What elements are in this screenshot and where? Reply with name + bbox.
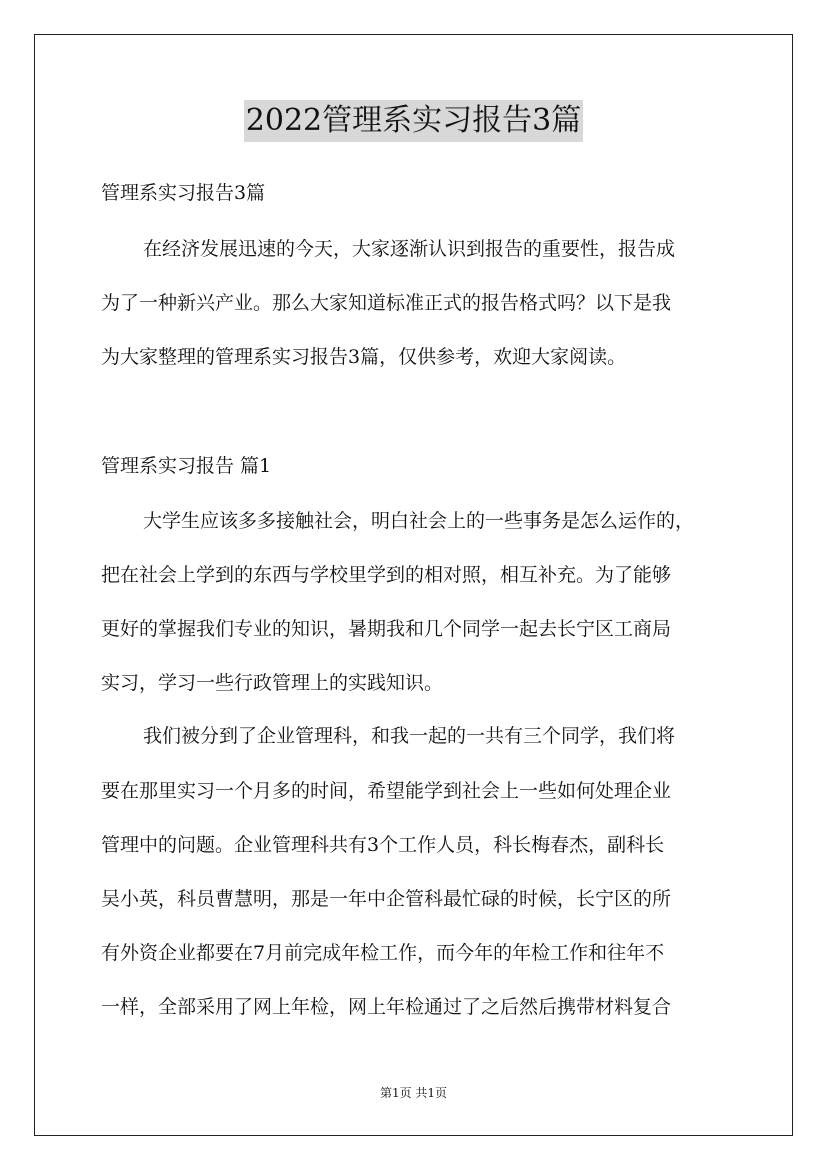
paragraph-line: 吴小英，科员曹慧明，那是一年中企管科最忙碌的时候，长宁区的所: [101, 888, 672, 910]
subtitle: 管理系实习报告3篇: [101, 182, 266, 204]
paragraph-line: 要在那里实习一个月多的时间，希望能学到社会上一些如何处理企业: [101, 780, 672, 802]
intro-line: 为大家整理的管理系实习报告3篇，仅供参考，欢迎大家阅读。: [101, 346, 627, 368]
paragraph-line: 有外资企业都要在7月前完成年检工作，而今年的年检工作和往年不: [101, 942, 665, 964]
section-heading: 管理系实习报告 篇1: [101, 455, 272, 477]
paragraph-line: 更好的掌握我们专业的知识，暑期我和几个同学一起去长宁区工商局: [101, 618, 672, 640]
intro-line: 为了一种新兴产业。那么大家知道标准正式的报告格式吗？以下是我: [101, 292, 672, 314]
paragraph-line: 大学生应该多多接触社会，明白社会上的一些事务是怎么运作的，: [143, 510, 695, 532]
paragraph-line: 把在社会上学到的东西与学校里学到的相对照，相互补充。为了能够: [101, 564, 672, 586]
document-title: 2022管理系实习报告3篇: [244, 100, 583, 142]
paragraph-line: 实习，学习一些行政管理上的实践知识。: [101, 672, 444, 694]
paragraph-line: 管理中的问题。企业管理科共有3个工作人员，科长梅春杰，副科长: [101, 834, 665, 856]
paragraph-line: 一样，全部采用了网上年检，网上年检通过了之后然后携带材料复合: [101, 996, 672, 1018]
page-footer: 第1页 共1页: [379, 1086, 448, 1100]
paragraph-line: 我们被分到了企业管理科，和我一起的一共有三个同学，我们将: [143, 725, 676, 747]
intro-line: 在经济发展迅速的今天，大家逐渐认识到报告的重要性，报告成: [143, 238, 676, 260]
